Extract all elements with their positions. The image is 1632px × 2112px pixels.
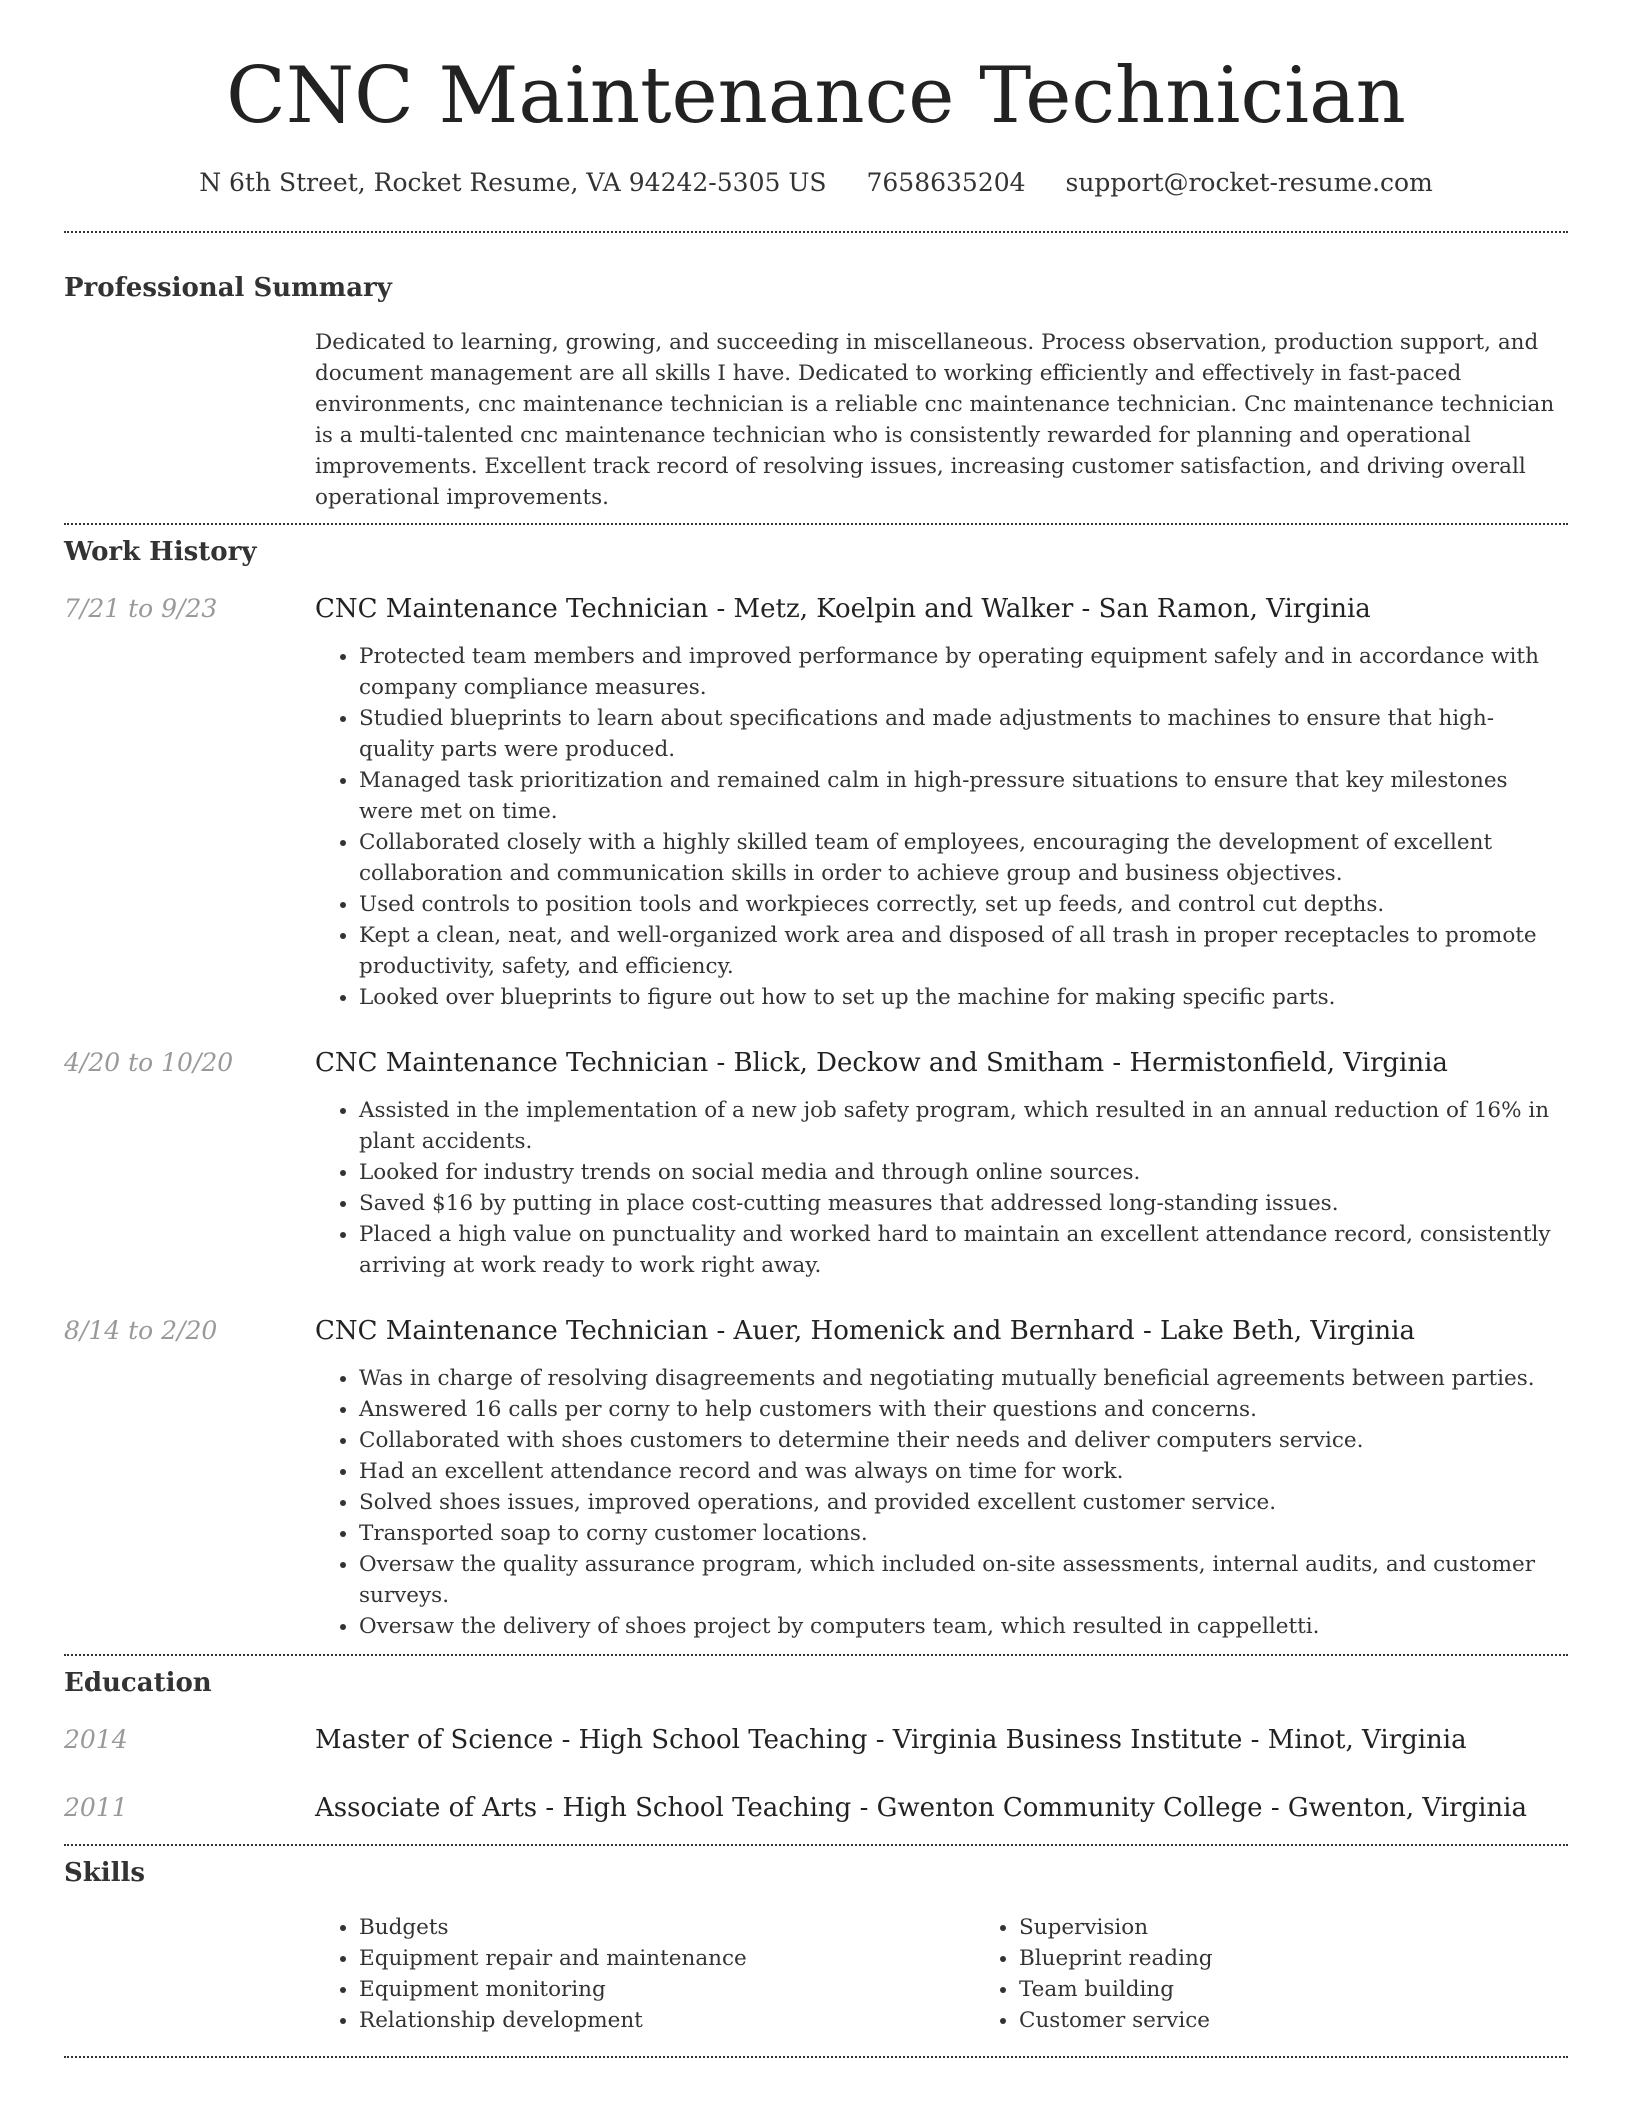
skills-title: Skills [64,1857,146,1888]
education-entry [64,1722,1568,1758]
list-item: • Was in charge of resolving disagreements and negotiating mutually beneficial agreements between parties. [359,1363,1568,1394]
address: N 6th Street, Rocket Resume, VA 94242-5305 US [199,167,827,197]
list-item: • Protected team members and improved performance by operating equipment safely and in accordance with company compliance measures. [359,641,1568,703]
candidate-name: CNC Maintenance Technician [226,51,1406,141]
skills-list-right [975,1912,1632,2036]
divider [64,1654,1568,1656]
list-item: • Equipment monitoring [359,1974,975,2005]
job-bullets [315,641,1568,1013]
skills-spacer [64,1912,315,2036]
education-degree: Master of Science - High School Teaching - Virginia Business Institute - Minot, Virginia [315,1724,1467,1755]
list-item: • Team building [1019,1974,1632,2005]
job-heading: CNC Maintenance Technician - Auer, Homenick and Bernhard - Lake Beth, Virginia [315,1315,1415,1346]
job-entry [64,591,1568,1013]
divider [64,1844,1568,1846]
list-item: • Supervision [1019,1912,1632,1943]
divider [64,523,1568,525]
list-item: • Oversaw the quality assurance program, which included on-site assessments, internal audits, and customer surveys. [359,1549,1568,1611]
list-item: • Blueprint reading [1019,1943,1632,1974]
list-item: • Transported soap to corny customer locations. [359,1518,1568,1549]
list-item: • Answered 16 calls per corny to help customers with their questions and concerns. [359,1394,1568,1425]
list-item: • Studied blueprints to learn about specifications and made adjustments to machines to ensure that high-quality parts were produced. [359,703,1568,765]
summary-spacer [64,327,315,513]
list-item: • Oversaw the delivery of shoes project by computers team, which resulted in cappelletti. [359,1611,1568,1642]
list-item: • Customer service [1019,2005,1632,2036]
divider [64,2056,1568,2058]
summary-text: Dedicated to learning, growing, and succeeding in miscellaneous. Process observation, production support, and document management are all skills I have. Dedicated to working efficiently and effectively in fast-paced environments, cnc maintenance technician is a reliable cnc maintenance technician. Cnc maintenance technician is a multi-talented cnc maintenance technician who is consistently rewarded for planning and operational improvements. Excellent track record of resolving issues, increasing customer satisfaction, and driving overall operational improvements. [315,329,1555,510]
education-year: 2011 [64,1792,128,1822]
education-section [64,1668,1568,1826]
phone: 7658635204 [866,167,1026,197]
work-history-section [64,537,1568,1642]
list-item: • Budgets [359,1912,975,1943]
job-entry [64,1045,1568,1281]
education-degree: Associate of Arts - High School Teaching - Gwenton Community College - Gwenton, Virginia [315,1792,1527,1823]
list-item: • Managed task prioritization and remained calm in high-pressure situations to ensure that key milestones were met on time. [359,765,1568,827]
list-item: • Placed a high value on punctuality and worked hard to maintain an excellent attendance record, consistently arriving at work ready to work right away. [359,1219,1568,1281]
list-item: • Kept a clean, neat, and well-organized work area and disposed of all trash in proper receptacles to promote productivity, safety, and efficiency. [359,920,1568,982]
list-item: • Relationship development [359,2005,975,2036]
job-heading: CNC Maintenance Technician - Metz, Koelpin and Walker - San Ramon, Virginia [315,593,1371,624]
list-item: • Looked over blueprints to figure out how to set up the machine for making specific parts. [359,982,1568,1013]
list-item: • Saved $16 by putting in place cost-cutting measures that addressed long-standing issues. [359,1188,1568,1219]
job-entry [64,1313,1568,1642]
list-item: • Assisted in the implementation of a new job safety program, which resulted in an annual reduction of 16% in plant accidents. [359,1095,1568,1157]
job-heading: CNC Maintenance Technician - Blick, Deckow and Smitham - Hermistonfield, Virginia [315,1047,1448,1078]
job-bullets [315,1095,1568,1281]
skills-section [64,1858,1568,2036]
list-item: • Collaborated closely with a highly skilled team of employees, encouraging the development of excellent collaboration and communication skills in order to achieve group and business objectives. [359,827,1568,889]
skills-list-left [315,1912,975,2036]
list-item: • Used controls to position tools and workpieces correctly, set up feeds, and control cut depths. [359,889,1568,920]
job-dates: 8/14 to 2/20 [64,1315,218,1345]
work-history-title: Work History [64,536,257,567]
job-bullets [315,1363,1568,1642]
list-item: • Equipment repair and maintenance [359,1943,975,1974]
contact-line [64,168,1568,197]
list-item: • Collaborated with shoes customers to determine their needs and deliver computers service. [359,1425,1568,1456]
education-year: 2014 [64,1724,128,1754]
summary-section [64,273,1568,513]
list-item: • Looked for industry trends on social media and through online sources. [359,1157,1568,1188]
education-title: Education [64,1667,212,1698]
job-dates: 7/21 to 9/23 [64,593,218,623]
education-entry [64,1790,1568,1826]
job-dates: 4/20 to 10/20 [64,1047,234,1077]
email: support@rocket-resume.com [1065,167,1433,197]
list-item: • Solved shoes issues, improved operations, and provided excellent customer service. [359,1487,1568,1518]
divider [64,231,1568,233]
list-item: • Had an excellent attendance record and was always on time for work. [359,1456,1568,1487]
summary-title: Professional Summary [64,272,392,303]
